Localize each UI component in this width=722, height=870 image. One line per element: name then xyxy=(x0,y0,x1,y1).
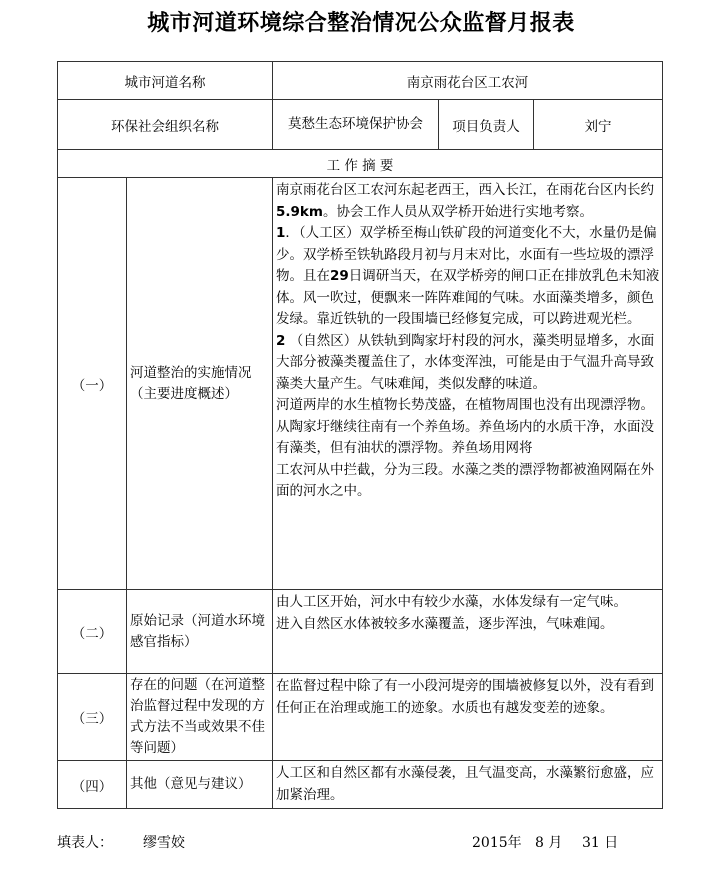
section-paragraph: 工农河从中拦截，分为三段。水藻之类的漂浮物都被渔网隔在外面的河水之中。 xyxy=(276,461,654,499)
org-name-value: 莫愁生态环境保护协会 xyxy=(273,100,439,150)
section-paragraph: 2 （自然区）从铁轨到陶家圩村段的河水，藻类明显增多，水面大部分被藻类覆盖住了，水体变浑浊，可能是由于气温升高导致藻类大量产生。气味难闻，类似发酵的味道。 xyxy=(276,332,655,392)
report-title: 城市河道环境综合整治情况公众监督月报表 xyxy=(147,11,575,36)
section-paragraph: 河道两岸的水生植物长势茂盛，在植物周围也没有出现漂浮物。从陶家圩继续往南有一个养鱼场。养鱼场内的水质干净，水面没有藻类，但有油状的漂浮物。养鱼场用网将 xyxy=(276,397,654,456)
section-content xyxy=(273,178,663,590)
org-name-label: 环保社会组织名称 xyxy=(58,100,273,150)
section-number: （二） xyxy=(58,590,127,674)
section-row xyxy=(58,674,663,761)
section-paragraph: 进入自然区水体被较多水藻覆盖，逐步浑浊，气味难闻。 xyxy=(276,615,614,632)
report-day: 31 日 xyxy=(582,835,619,851)
section-number: （一） xyxy=(58,178,127,590)
section-row xyxy=(58,178,663,590)
river-name-value: 南京雨花台区工农河 xyxy=(273,62,663,100)
section-label: 存在的问题（在河道整治监督过程中发现的方式方法不当或效果不佳等问题） xyxy=(127,674,273,761)
section-number: （三） xyxy=(58,674,127,761)
section-content xyxy=(273,761,663,809)
report-year: 2015年 xyxy=(472,835,522,851)
report-month: 8 月 xyxy=(535,835,563,851)
summary-header: 工 作 摘 要 xyxy=(58,150,663,178)
section-label: 河道整治的实施情况（主要进度概述） xyxy=(127,178,273,590)
section-label: 其他（意见与建议） xyxy=(127,761,273,809)
section-paragraph: 1．（人工区）双学桥至梅山铁矿段的河道变化不大，水量仍是偏少。双学桥至铁轨路段月初与月末对比，水面有一些垃圾的漂浮物。且在29日调研当天，在双学桥旁的闸口正在排放乳色未知液体。风一吹过，便飘来一阵阵难闻的气味。水面藻类增多，颜色发绿。靠近铁轨的一段围墙已经修复完成，可以跨进观光栏。 xyxy=(276,225,660,327)
section-content xyxy=(273,674,663,761)
project-leader-value: 刘宁 xyxy=(534,100,663,150)
filler-name: 缪雪姣 xyxy=(143,835,185,851)
section-paragraph: 南京雨花台区工农河东起老西王，西入长江，在雨花台区内长约5.9km。协会工作人员从双学桥开始进行实地考察。 xyxy=(276,182,654,220)
organization-row xyxy=(58,100,663,150)
section-row xyxy=(58,761,663,809)
river-name-row xyxy=(58,62,663,100)
section-paragraph: 人工区和自然区都有水藻侵袭，且气温变高，水藻繁衍愈盛，应加紧治理。 xyxy=(276,765,654,803)
summary-header-row xyxy=(58,150,663,178)
section-label: 原始记录（河道水环境感官指标） xyxy=(127,590,273,674)
report-table xyxy=(57,61,663,809)
section-row xyxy=(58,590,663,674)
project-leader-label: 项目负责人 xyxy=(439,100,534,150)
filler-label: 填表人： xyxy=(57,835,113,851)
river-name-label: 城市河道名称 xyxy=(58,62,273,100)
section-paragraph: 由人工区开始，河水中有较少水藻，水体发绿有一定气味。 xyxy=(276,594,627,610)
section-content xyxy=(273,590,663,674)
section-number: （四） xyxy=(58,761,127,809)
section-paragraph: 在监督过程中除了有一小段河堤旁的围墙被修复以外，没有看到任何正在治理或施工的迹象。水质也有越发变差的迹象。 xyxy=(276,678,654,716)
